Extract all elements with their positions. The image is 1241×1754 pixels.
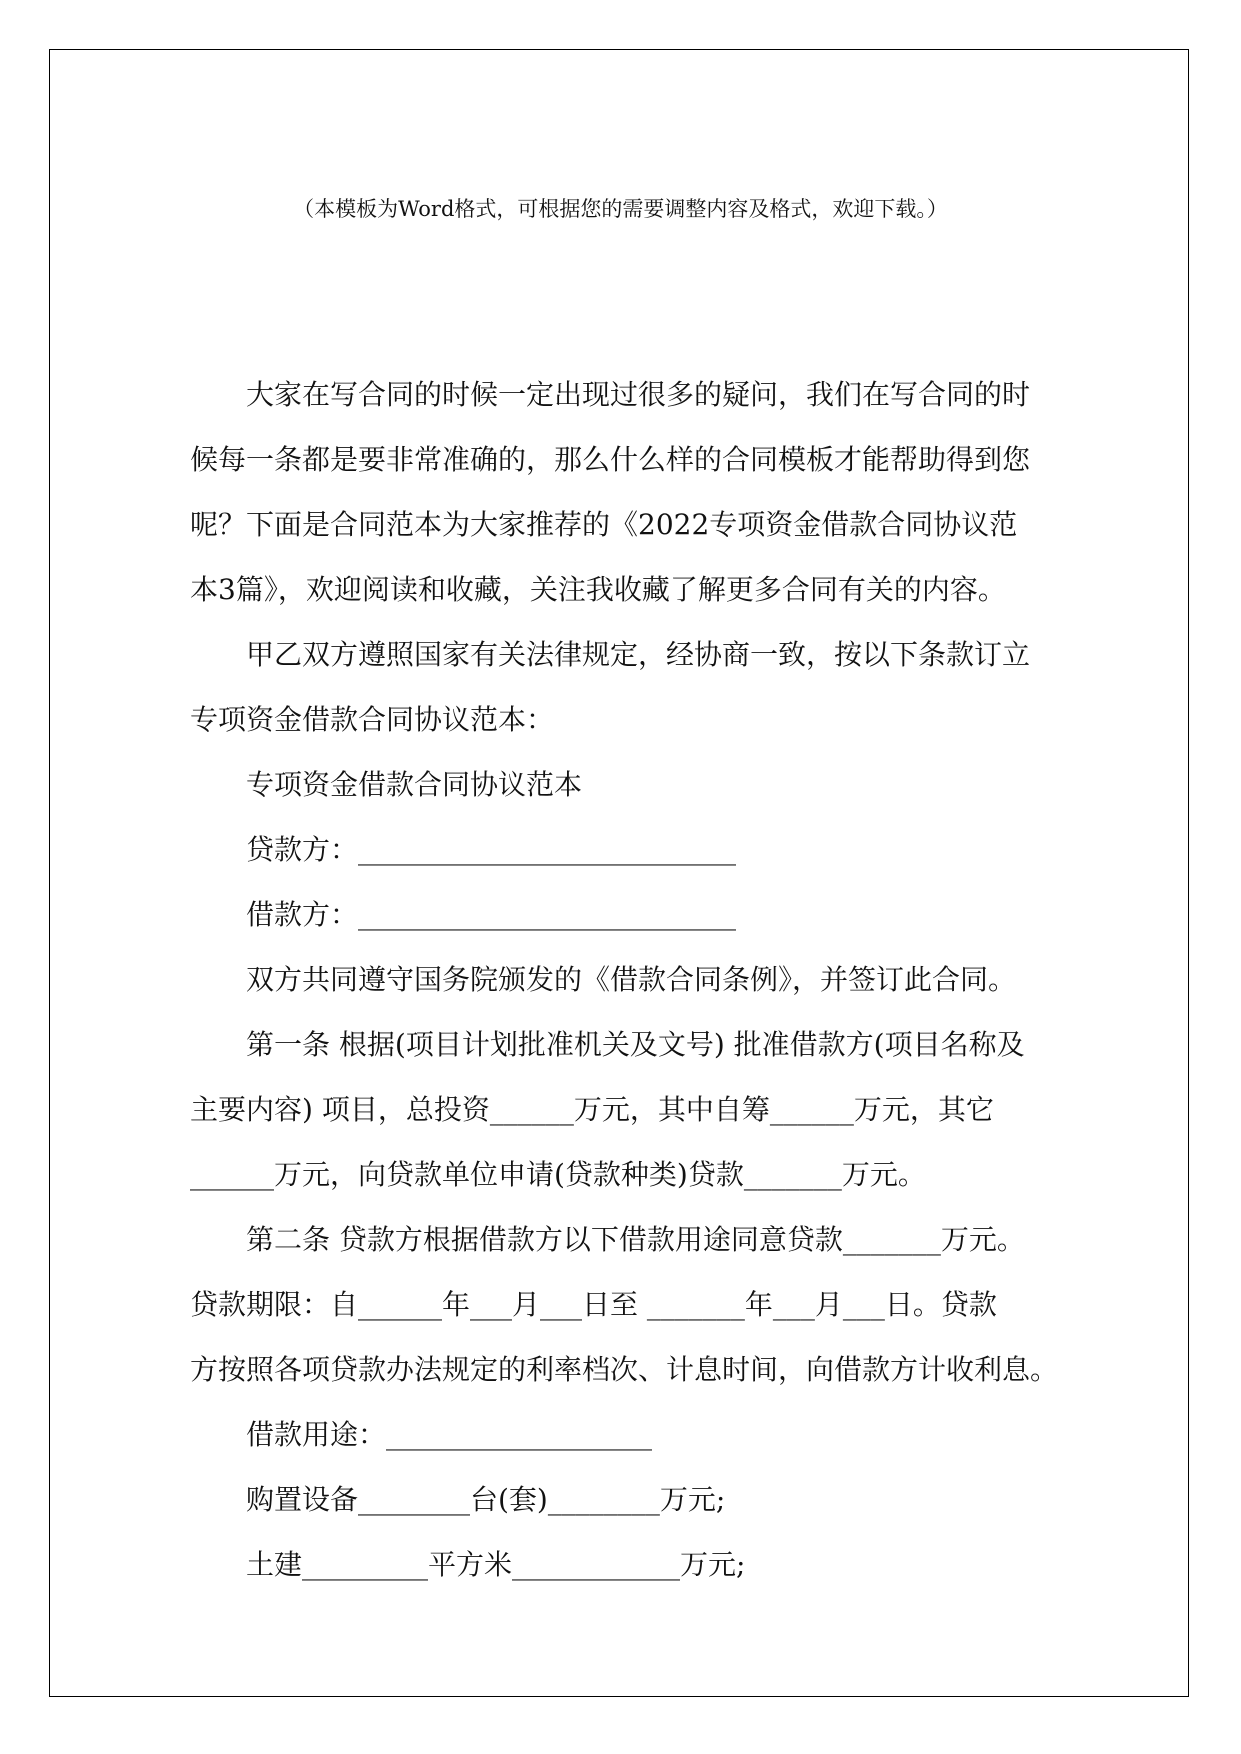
article-1-line-3: ______万元，向贷款单位申请(贷款种类)贷款_______万元。	[190, 1158, 926, 1191]
intro-paragraph	[190, 362, 1062, 622]
intro-line-1: 大家在写合同的时候一定出现过很多的疑问，我们在写合同的时	[246, 378, 1031, 411]
article-1-line-2: 主要内容) 项目，总投资______万元，其中自筹______万元，其它	[190, 1093, 994, 1126]
document-body	[190, 362, 1062, 1597]
article-1	[190, 1012, 1062, 1207]
article-2-line-3: 方按照各项贷款办法规定的利率档次、计息时间，向借款方计收利息。	[190, 1353, 1059, 1386]
article-2-line-1: 第二条 贷款方根据借款方以下借款用途同意贷款_______万元。	[246, 1223, 1025, 1256]
intro-line-4: 本3篇》，欢迎阅读和收藏，关注我收藏了解更多合同有关的内容。	[190, 573, 1006, 606]
equipment-field: 购置设备________台(套)________万元;	[246, 1483, 726, 1516]
contract-title: 专项资金借款合同协议范本	[246, 768, 583, 801]
article-2-line-2: 贷款期限：自______年___月___日至 _______年___月___日。贷款	[190, 1288, 997, 1321]
template-note: （本模板为Word格式，可根据您的需要调整内容及格式，欢迎下载。）	[293, 197, 948, 221]
borrower-field: 借款方：___________________________	[246, 898, 737, 931]
article-1-line-1: 第一条 根据(项目计划批准机关及文号) 批准借款方(项目名称及	[246, 1028, 1025, 1061]
preamble-paragraph	[190, 622, 1062, 752]
article-2	[190, 1207, 1062, 1402]
preamble-line-2: 专项资金借款合同协议范本：	[190, 703, 555, 736]
preamble-line-1: 甲乙双方遵照国家有关法律规定，经协商一致，按以下条款订立	[246, 638, 1031, 671]
intro-line-3: 呢？下面是合同范本为大家推荐的《2022专项资金借款合同协议范	[190, 508, 1018, 541]
loan-purpose-field: 借款用途：___________________	[246, 1418, 653, 1451]
construction-field: 土建_________平方米____________万元;	[246, 1548, 746, 1581]
lender-field: 贷款方：___________________________	[246, 833, 737, 866]
agreement-statement: 双方共同遵守国务院颁发的《借款合同条例》，并签订此合同。	[246, 963, 1017, 996]
intro-line-2: 候每一条都是要非常准确的，那么什么样的合同模板才能帮助得到您	[190, 443, 1031, 476]
